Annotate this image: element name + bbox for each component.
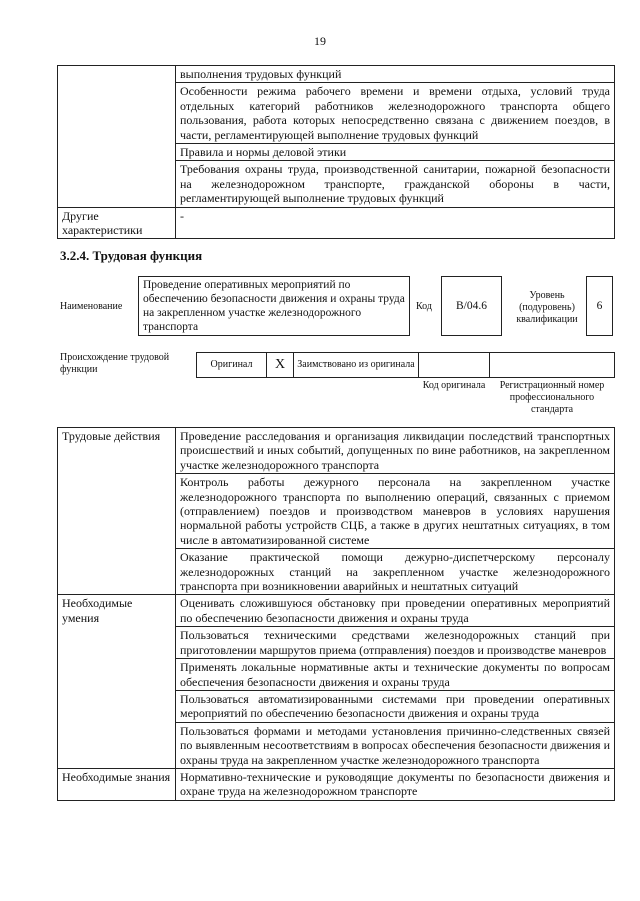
code-label: Код <box>416 301 432 312</box>
original-mark: X <box>266 352 294 378</box>
table-cell: Пользоваться формами и методами установления причинно-следственных связей по выявленным несоответствиям в вопросах обеспечения безопасности движения и охраны труда на закрепленном участке железнодорожного транспорта <box>176 722 615 768</box>
borrowed-label: Заимствовано из оригинала <box>293 352 419 378</box>
function-name-box: Проведение оперативных мероприятий по обеспечению безопасности движения и охраны труда на закрепленном участке железнодорожного транспорта <box>138 276 410 336</box>
table-cell: Оценивать сложившуюся обстановку при проведении оперативных мероприятий по обеспечению безопасности движения и охраны труда <box>176 595 615 627</box>
table-cell: Правила и нормы деловой этики <box>176 144 615 161</box>
level-label: Уровень (подуровень) квалификации <box>516 290 578 325</box>
table-cell: выполнения трудовых функций <box>176 66 615 83</box>
table-cell: Применять локальные нормативные акты и технические документы по вопросам обеспечения безопасности движения и охраны труда <box>176 659 615 691</box>
original-label: Оригинал <box>196 352 267 378</box>
code-box: B/04.6 <box>441 276 502 336</box>
code-original-box <box>418 352 490 378</box>
previous-function-table <box>57 65 615 239</box>
function-details-table <box>57 427 615 801</box>
table-cell: Проведение расследования и организация ликвидации последствий транспортных происшествий и иных событий, допущенных по вине работников, на закрепленном участке железнодорожного транспорта <box>176 428 615 474</box>
code-original-label: Код оригинала <box>422 380 486 391</box>
table-cell: - <box>176 207 615 239</box>
table-cell: Оказание практической помощи дежурно-диспетчерскому персоналу железнодорожных станций на закрепленном участке железнодорожного транспорта при возникновении аварийных и нештатных ситуаций <box>176 549 615 595</box>
table-label-cell: Необходимые знания <box>58 768 176 800</box>
origin-label: Происхождение трудовой функции <box>60 352 170 375</box>
table-cell: Пользоваться техническими средствами железнодорожных станций при приготовлении маршрутов приема (отправления) поездов и производстве маневров <box>176 627 615 659</box>
section-heading: 3.2.4. Трудовая функция <box>60 248 203 263</box>
table-label-cell <box>58 66 176 208</box>
reg-number-label: Регистрационный номер профессионального стандарта <box>499 380 605 415</box>
table-cell: Нормативно-технические и руководящие документы по безопасности движения и охране труда на железнодорожном транспорте <box>176 768 615 800</box>
reg-number-box <box>489 352 615 378</box>
table-label-cell: Необходимые умения <box>58 595 176 768</box>
table-cell: Особенности режима рабочего времени и времени отдыха, условий труда отдельных категорий работников железнодорожного транспорта общего пользования, работа которых непосредственно связана с движением поездов, в части, регламентирующей выполнение трудовых функций <box>176 83 615 144</box>
page-number: 19 <box>314 34 326 48</box>
table-label-cell: Другие характеристики <box>58 207 176 239</box>
table-label-cell: Трудовые действия <box>58 428 176 595</box>
table-cell: Требования охраны труда, производственной санитарии, пожарной безопасности на железнодорожном транспорте, гражданской обороны в части, регламентирующей выполнение трудовых функций <box>176 161 615 207</box>
level-box: 6 <box>586 276 613 336</box>
table-cell: Пользоваться автоматизированными системами при проведении оперативных мероприятий по обеспечению безопасности движения и охраны труда <box>176 690 615 722</box>
table-cell: Контроль работы дежурного персонала на закрепленном участке железнодорожного транспорта по выполнению операций, связанных с приемом (отправлением) поездов и производством маневров в условиях нарушения нормальной работы устройств СЦБ, а также в других нештатных ситуациях, в том числе в автоматизированной системе <box>176 474 615 549</box>
name-label: Наименование <box>60 301 123 312</box>
